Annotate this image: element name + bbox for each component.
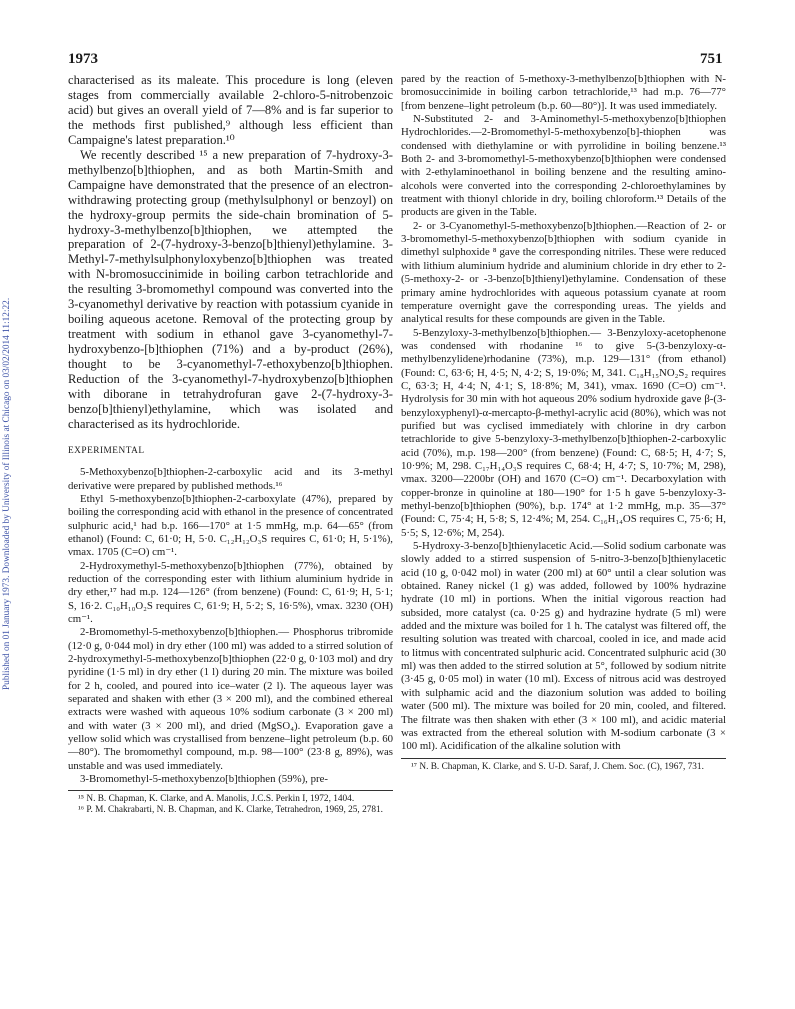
right-page-number: 751	[700, 51, 723, 67]
right-column	[401, 73, 726, 773]
intro-paragraph: characterised as its maleate. This procedure is long (eleven stages from commercially available 2-chloro-5-nitrobenzoic acid) but gives an overall yield of 7—8% and is far superior to the methods first published,⁹ although less efficient than Campaigne's latest preparation.¹⁰	[68, 73, 393, 147]
body-paragraph: 5-Hydroxy-3-benzo[b]thienylacetic Acid.—Solid sodium carbonate was slowly added to a stirred suspension of 5-nitro-3-benzo[b]thienylacetic acid (10 g, 0·042 mol) in water (200 ml) at 60° until a clear solution was obtained. Raney nickel (1 g) was added, followed by 100% hydrazine hydrate (10 ml) in portions. When the initial vigorous reaction had subsided, more catalyst (ca. 0·25 g) and hydrazine hydrate (5 ml) were added and the mixture was boiled for 1 h. The catalyst was filtered off, the resulting solution was treated with charcoal, cooled in ice, and made acid to litmus with concentrated sulphuric acid. Concentrated sulphuric acid (30 ml) was then added to the stirred solution at 5°, followed by sodium nitrite (3·45 g, 0·05 mol) in water (10 ml). Excess of nitrous acid was destroyed with sulphamic acid and the diazonium solution was added to boiling water (500 ml). The mixture was boiled for 20 min, cooled, and filtered. The filtrate was then shaken with ether (3 × 100 ml), and acidic material was extracted from the ethereal solution with M-sodium carbonate (3 × 100 ml). Acidification of the alkaline solution with	[401, 540, 727, 753]
body-paragraph: 2- or 3-Cyanomethyl-5-methoxybenzo[b]thiophen.—Reaction of 2- or 3-bromomethyl-5-methoxybenzo[b]thiophen with sodium cyanide in dimethyl sulphoxide ⁸ gave the corresponding nitriles. These were reduced with lithium aluminium hydride and aluminium chloride in dry ether to 2-(5-methoxy-2- or -3-benzo[b]thienyl)ethylamine. Condensation of these primary amine hydrochlorides with aqueous potassium cyanate at room temperature overnight gave the corresponding ureas. The yields and analytical results for these compounds are given in the Table.	[401, 219, 726, 326]
intro-section	[68, 73, 393, 432]
experimental-paragraph: 2-Hydroxymethyl-5-methoxybenzo[b]thiophen (77%), obtained by reduction of the corresponding ester with lithium aluminium hydride in dry ether,¹⁷ had m.p. 124—126° (from benzene) (Found: C, 61·9; H, 5·1; S, 16·2. C₁₀H₁₀O₂S requires C, 61·9; H, 5·2; S, 16·5%), νmax. 3230 (OH) cm⁻¹.	[68, 559, 393, 625]
left-column	[68, 73, 393, 816]
footnote-divider	[401, 758, 726, 759]
experimental-paragraph: Ethyl 5-methoxybenzo[b]thiophen-2-carboxylate (47%), prepared by boiling the corresponding acid with ethanol in the presence of concentrated sulphuric acid,¹ had b.p. 166—170° at 1·5 mmHg, m.p. 64—65° (from ethanol) (Found: C, 61·0; H, 5·0. C₁₂H₁₂O₃S requires C, 61·0; H, 5·1%), νmax. 1705 (C=O) cm⁻¹.	[68, 492, 393, 559]
body-paragraph: pared by the reaction of 5-methoxy-3-methylbenzo[b]thiophen with N-bromosuccinimide in boiling carbon tetrachloride,¹³ had m.p. 76—77° [from benzene–light petroleum (b.p. 60—80°)]. It was used immediately.	[401, 73, 726, 112]
experimental-paragraph: 3-Bromomethyl-5-methoxybenzo[b]thiophen (59%), pre-	[80, 773, 328, 786]
section-heading: EXPERIMENTAL	[68, 445, 145, 456]
body-paragraph: N-Substituted 2- and 3-Aminomethyl-5-methoxybenzo[b]thiophen Hydrochlorides.—2-Bromomethyl-5-methoxybenzo[b]-thiophen was condensed with diethylamine or with pyrrolidine in boiling benzene.¹³ Both 2- and 3-bromomethyl-5-methoxybenzo[b]thiophen were condensed with 2-ethylaminoethanol in boiling benzene and the resulting amino-alcohols were converted into the corresponding 2-chloroethylamines by treatment with thionyl chloride in dry, boiling chloroform.¹³ Details of the products are given in the Table.	[401, 113, 726, 219]
intro-paragraph: We recently described ¹⁵ a new preparation of 7-hydroxy-3-methylbenzo[b]thiophen, and as both Martin-Smith and Campaigne have demonstrated that the presence of an electron-withdrawing protecting group (methylsulphonyl or benzoyl) on the hydroxy-group permits the side-chain bromination of 5-hydroxy-3-methylbenzo[b]thiophen, we attempted the preparation of 2-(7-hydroxy-3-benzo[b]thienyl)ethylamine. 3-Methyl-7-methylsulphonyloxybenzo[b]thiophen was treated with N-bromosuccinimide in boiling carbon tetrachloride and the resulting 3-bromomethyl compound was converted into the 3-cyanomethyl derivative by reaction with potassium cyanide in boiling aqueous acetone. Removal of the protecting group by treatment with sodium in ethanol gave 3-cyanomethyl-7-hydroxybenzo-[b]thiophen (71%) and a by-product (26%), thought to be 3-cyanomethyl-7-ethoxybenzo[b]thiophen. Reduction of the 3-cyanomethyl-7-hydroxybenzo[b]thiophen with diborane in tetrahydrofuran gave 2-(7-hydroxy-3-benzo[b]thienyl)ethylamine, which was isolated and characterised as its hydrochloride.	[68, 147, 393, 431]
footnote: ¹⁷ N. B. Chapman, K. Clarke, and S. U-D. Saraf, J. Chem. Soc. (C), 1967, 731.	[411, 761, 704, 772]
experimental-paragraph: 5-Methoxybenzo[b]thiophen-2-carboxylic acid and its 3-methyl derivative were prepared by published methods.¹⁶	[68, 466, 393, 492]
download-stamp: Published on 01 January 1973. Downloaded by University of Illinois at Chicago on 03/02/2014 11:12:22.	[2, 297, 12, 690]
experimental-paragraph: 2-Bromomethyl-5-methoxybenzo[b]thiophen.— Phosphorus tribromide (12·0 g, 0·044 mol) in dry ether (100 ml) was added to a stirred solution of 2-hydroxymethyl-5-methoxybenzo[b]thiophen (22·0 g, 0·103 mol) and dry pyridine (1·5 ml) in dry ether (1 l) during 20 min. The mixture was boiled for 2 h, cooled, and poured into ice–water (2 l). The aqueous layer was separated and shaken with ether (3 × 200 ml), and the combined ethereal extracts were washed with aqueous 10% sodium carbonate (3 × 200 ml) and with water (3 × 200 ml), and dried (MgSO₄). Evaporation gave a yellow solid which was crystallised from benzene–light petroleum (b.p. 60—80°). The bromomethyl compound, m.p. 98—100° (23·8 g, 89%), was unstable and was used immediately.	[68, 626, 393, 772]
body-paragraph: 5-Benzyloxy-3-methylbenzo[b]thiophen.— 3-Benzyloxy-acetophenone was condensed with rhodanine ¹⁶ to give 5-(3-benzyloxy-α-methylbenzylidene)rhodanine (73%), m.p. 129—131° (from ethanol) (Found: C, 63·6; H, 4·5; N, 4·2; S, 19·0%; M, 341. C₁₈H₁₅NO₂S₂ requires C, 63·3; H, 4·4; N, 4·1; S, 18·8%; M, 341), νmax. 1690 (C=O) cm⁻¹. Hydrolysis for 30 min with hot aqueous 20% sodium hydroxide gave β-(3-benzyloxyphenyl)-α-mercapto-β-methyl-acrylic acid (80%), which was not purified but was cyclised immediately with chlorine in dry carbon tetrachloride to give 5-benzyloxy-3-methylbenzo[b]thiophen-2-carboxylic acid (70%), m.p. 198—200° (from benzene) (Found: C, 68·5; H, 4·7; S, 10·9%; M, 298. C₁₇H₁₄O₃S requires C, 68·4; H, 4·7; S, 10·7%; M, 298), νmax. 3200—2200br (OH) and 1670 (C=O) cm⁻¹. Decarboxylation with copper-bronze in quinoline at 180—190° for 1·5 h gave 5-benzyloxy-3-methyl-benzo[b]thiophen (90%), b.p. 174° at 1·2 mmHg, m.p. 35—37° (Found: C, 75·4; H, 5·8; S, 12·4%; M, 254. C₁₆H₁₄OS requires C, 75·6; H, 5·5; S, 12·6%; M, 254).	[401, 326, 726, 539]
footnote: ¹⁵ N. B. Chapman, K. Clarke, and A. Manolis, J.C.S. Perkin I, 1972, 1404.	[78, 794, 355, 805]
footnote: ¹⁶ P. M. Chakrabarti, N. B. Chapman, and K. Clarke, Tetrahedron, 1969, 25, 2781.	[78, 805, 383, 816]
footnote-divider	[68, 790, 393, 791]
left-page-number: 1973	[68, 51, 98, 67]
